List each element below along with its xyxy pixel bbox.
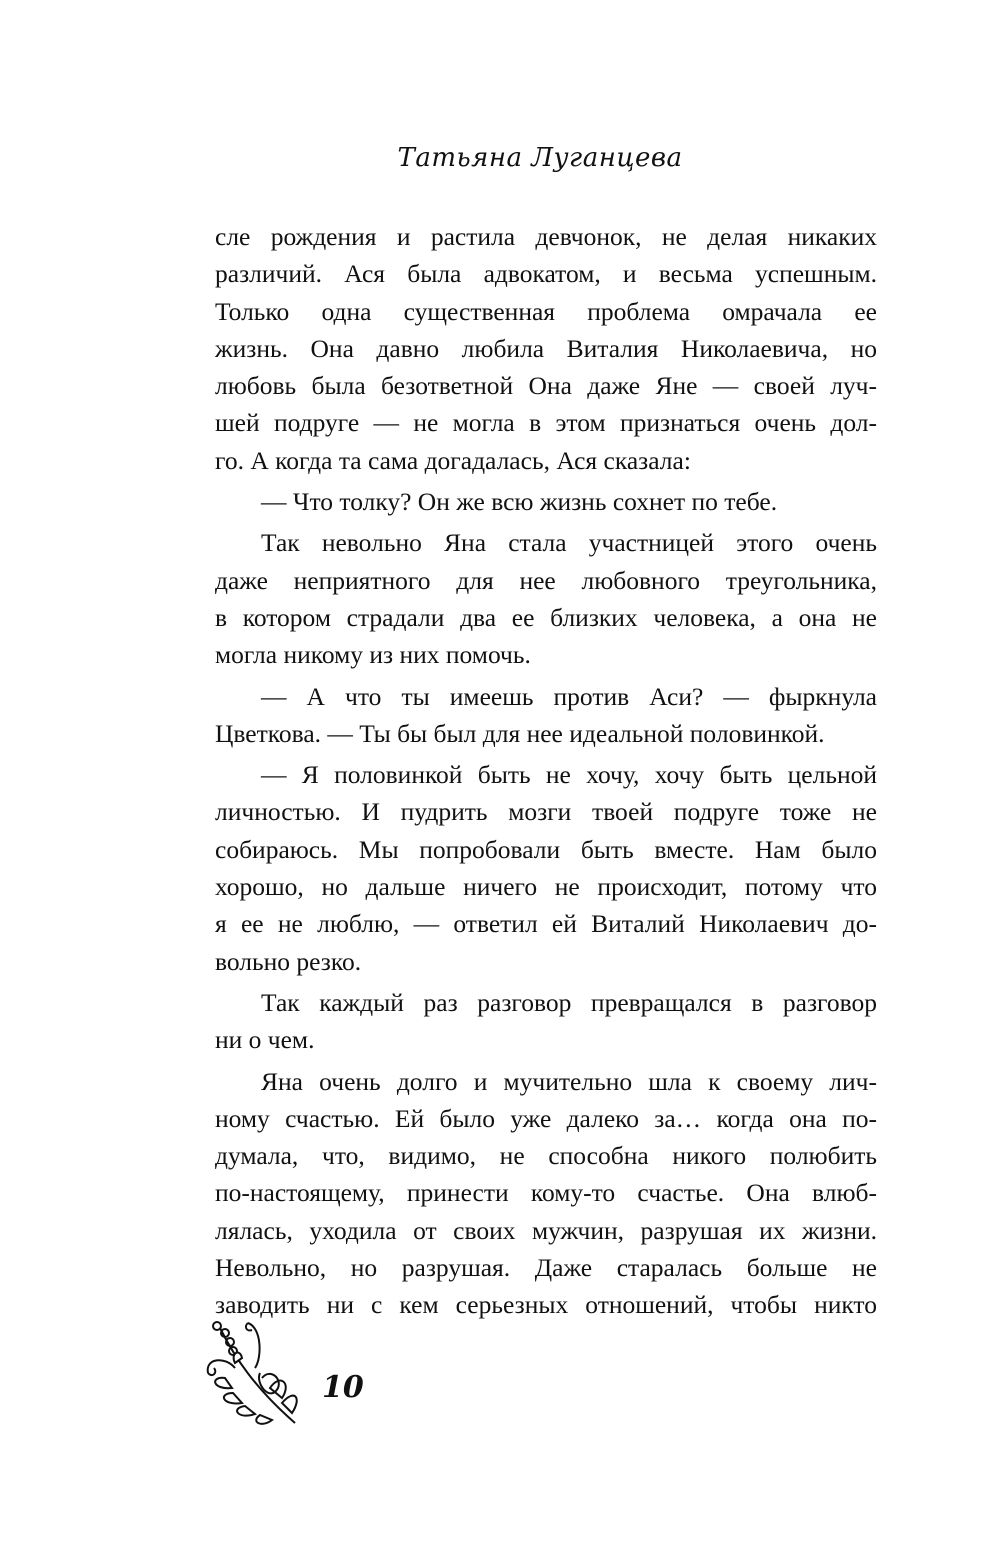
floral-vine-icon	[200, 1318, 310, 1428]
text-line: — А что ты имеешь против Аси? — фыркнула	[261, 681, 877, 711]
text-line: Так невольно Яна стала участницей этого очень	[261, 528, 877, 558]
text-line: думала, что, видимо, не способна никого полюбить	[215, 1141, 877, 1171]
text-line: я ее не люблю, — ответил ей Виталий Николаевич до-	[215, 909, 877, 939]
text-line: заводить ни с кем серьезных отношений, чтобы никто	[215, 1290, 877, 1320]
text-line: ни о чем.	[215, 1025, 315, 1055]
text-line: Только одна существенная проблема омрачала ее	[215, 296, 877, 326]
running-header-author: Татьяна Луганцева	[397, 143, 683, 173]
text-line: Цветкова. — Ты бы был для нее идеальной половинкой.	[215, 718, 825, 748]
text-line: — Что толку? Он же всю жизнь сохнет по тебе.	[261, 487, 778, 517]
text-line: по-настоящему, принести кому-то счастье. Она влюб-	[215, 1178, 877, 1208]
text-line: го. А когда та сама догадалась, Ася сказала:	[215, 445, 691, 475]
text-line: в котором страдали два ее близких человека, а она не	[215, 602, 877, 632]
text-line: вольно резко.	[215, 946, 362, 976]
text-line: ному счастью. Ей было уже далеко за… когда она по-	[215, 1103, 877, 1133]
text-line: хорошо, но дальше ничего не происходит, потому что	[215, 872, 877, 902]
text-line: лялась, уходила от своих мужчин, разрушая их жизни.	[215, 1215, 877, 1245]
text-line: — Я половинкой быть не хочу, хочу быть цельной	[261, 760, 877, 790]
text-line: Яна очень долго и мучительно шла к своему лич-	[261, 1066, 877, 1096]
body-text	[215, 218, 877, 1324]
text-line: Так каждый раз разговор превращался в разговор	[261, 987, 877, 1017]
text-line: Невольно, но разрушая. Даже старалась больше не	[215, 1253, 877, 1283]
text-line: шей подруге — не могла в этом признаться очень дол-	[215, 408, 877, 438]
text-line: различий. Ася была адвокатом, и весьма успешным.	[215, 259, 877, 289]
text-line: жизнь. Она давно любила Виталия Николаевича, но	[215, 333, 877, 363]
text-line: личностью. И пудрить мозги твоей подруге тоже не	[215, 797, 877, 827]
text-line: могла никому из них помочь.	[215, 640, 531, 670]
text-line: даже неприятного для нее любовного треугольника,	[215, 565, 877, 595]
page-number: 10	[322, 1370, 364, 1405]
text-line: сле рождения и растила девчонок, не делая никаких	[215, 222, 877, 251]
text-line: собираюсь. Мы попробовали быть вместе. Нам было	[215, 834, 877, 864]
text-line: любовь была безответной Она даже Яне — своей луч-	[215, 371, 877, 401]
